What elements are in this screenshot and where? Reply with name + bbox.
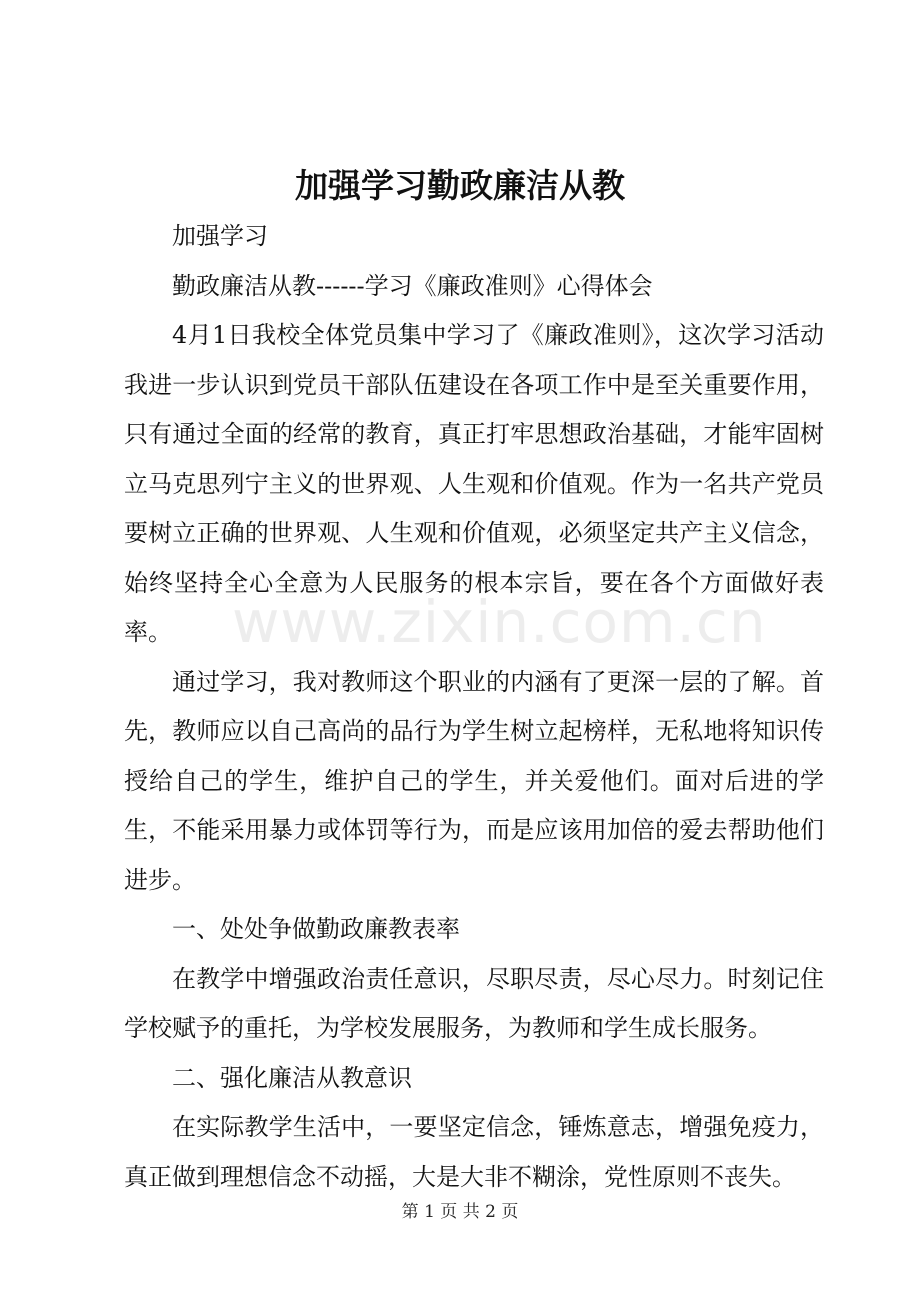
paragraph-subtitle-2: 勤政廉洁从教------学习《廉政准则》心得体会	[172, 271, 653, 300]
paragraph-understanding: 通过学习，我对教师这个职业的内涵有了更深一层的了解。首先，教师应以自己高尚的品行为学生树立起榜样，无私地将知识传授给自己的学生，维护自己的学生，并关爱他们。面对后进的学生，不能采用暴力或体罚等行为，而是应该用加倍的爱去帮助他们进步。	[124, 667, 824, 894]
watermark: www.zixin.com.cn	[232, 588, 767, 656]
paragraph-section-2: 在实际教学生活中，一要坚定信念，锤炼意志，增强免疫力，真正做到理想信念不动摇，大是大非不糊涂，党性原则不丧失。	[124, 1113, 824, 1191]
document-body	[124, 212, 824, 1202]
paragraph-subtitle-1: 加强学习	[172, 222, 268, 250]
paragraph-intro: 4月1日我校全体党员集中学习了《廉政准则》，这次学习活动我进一步认识到党员干部队伍建设在各项工作中是至关重要作用，只有通过全面的经常的教育，真正打牢思想政治基础，才能牢固树立马克思列宁主义的世界观、人生观和价值观。作为一名共产党员要树立正确的世界观、人生观和价值观，必须坚定共产主义信念，始终坚持全心全意为人民服务的根本宗旨，要在各个方面做好表率。	[124, 321, 824, 646]
paragraph-section-1: 在教学中增强政治责任意识，尽职尽责，尽心尽力。时刻记住学校赋予的重托，为学校发展服务，为教师和学生成长服务。	[124, 964, 824, 1042]
section-heading-2: 二、强化廉洁从教意识	[172, 1063, 412, 1092]
page-footer: 第 1 页 共 2 页	[401, 1202, 519, 1222]
section-heading-1: 一、处处争做勤政廉教表率	[172, 915, 460, 943]
document-title: 加强学习勤政廉洁从教	[295, 166, 625, 205]
